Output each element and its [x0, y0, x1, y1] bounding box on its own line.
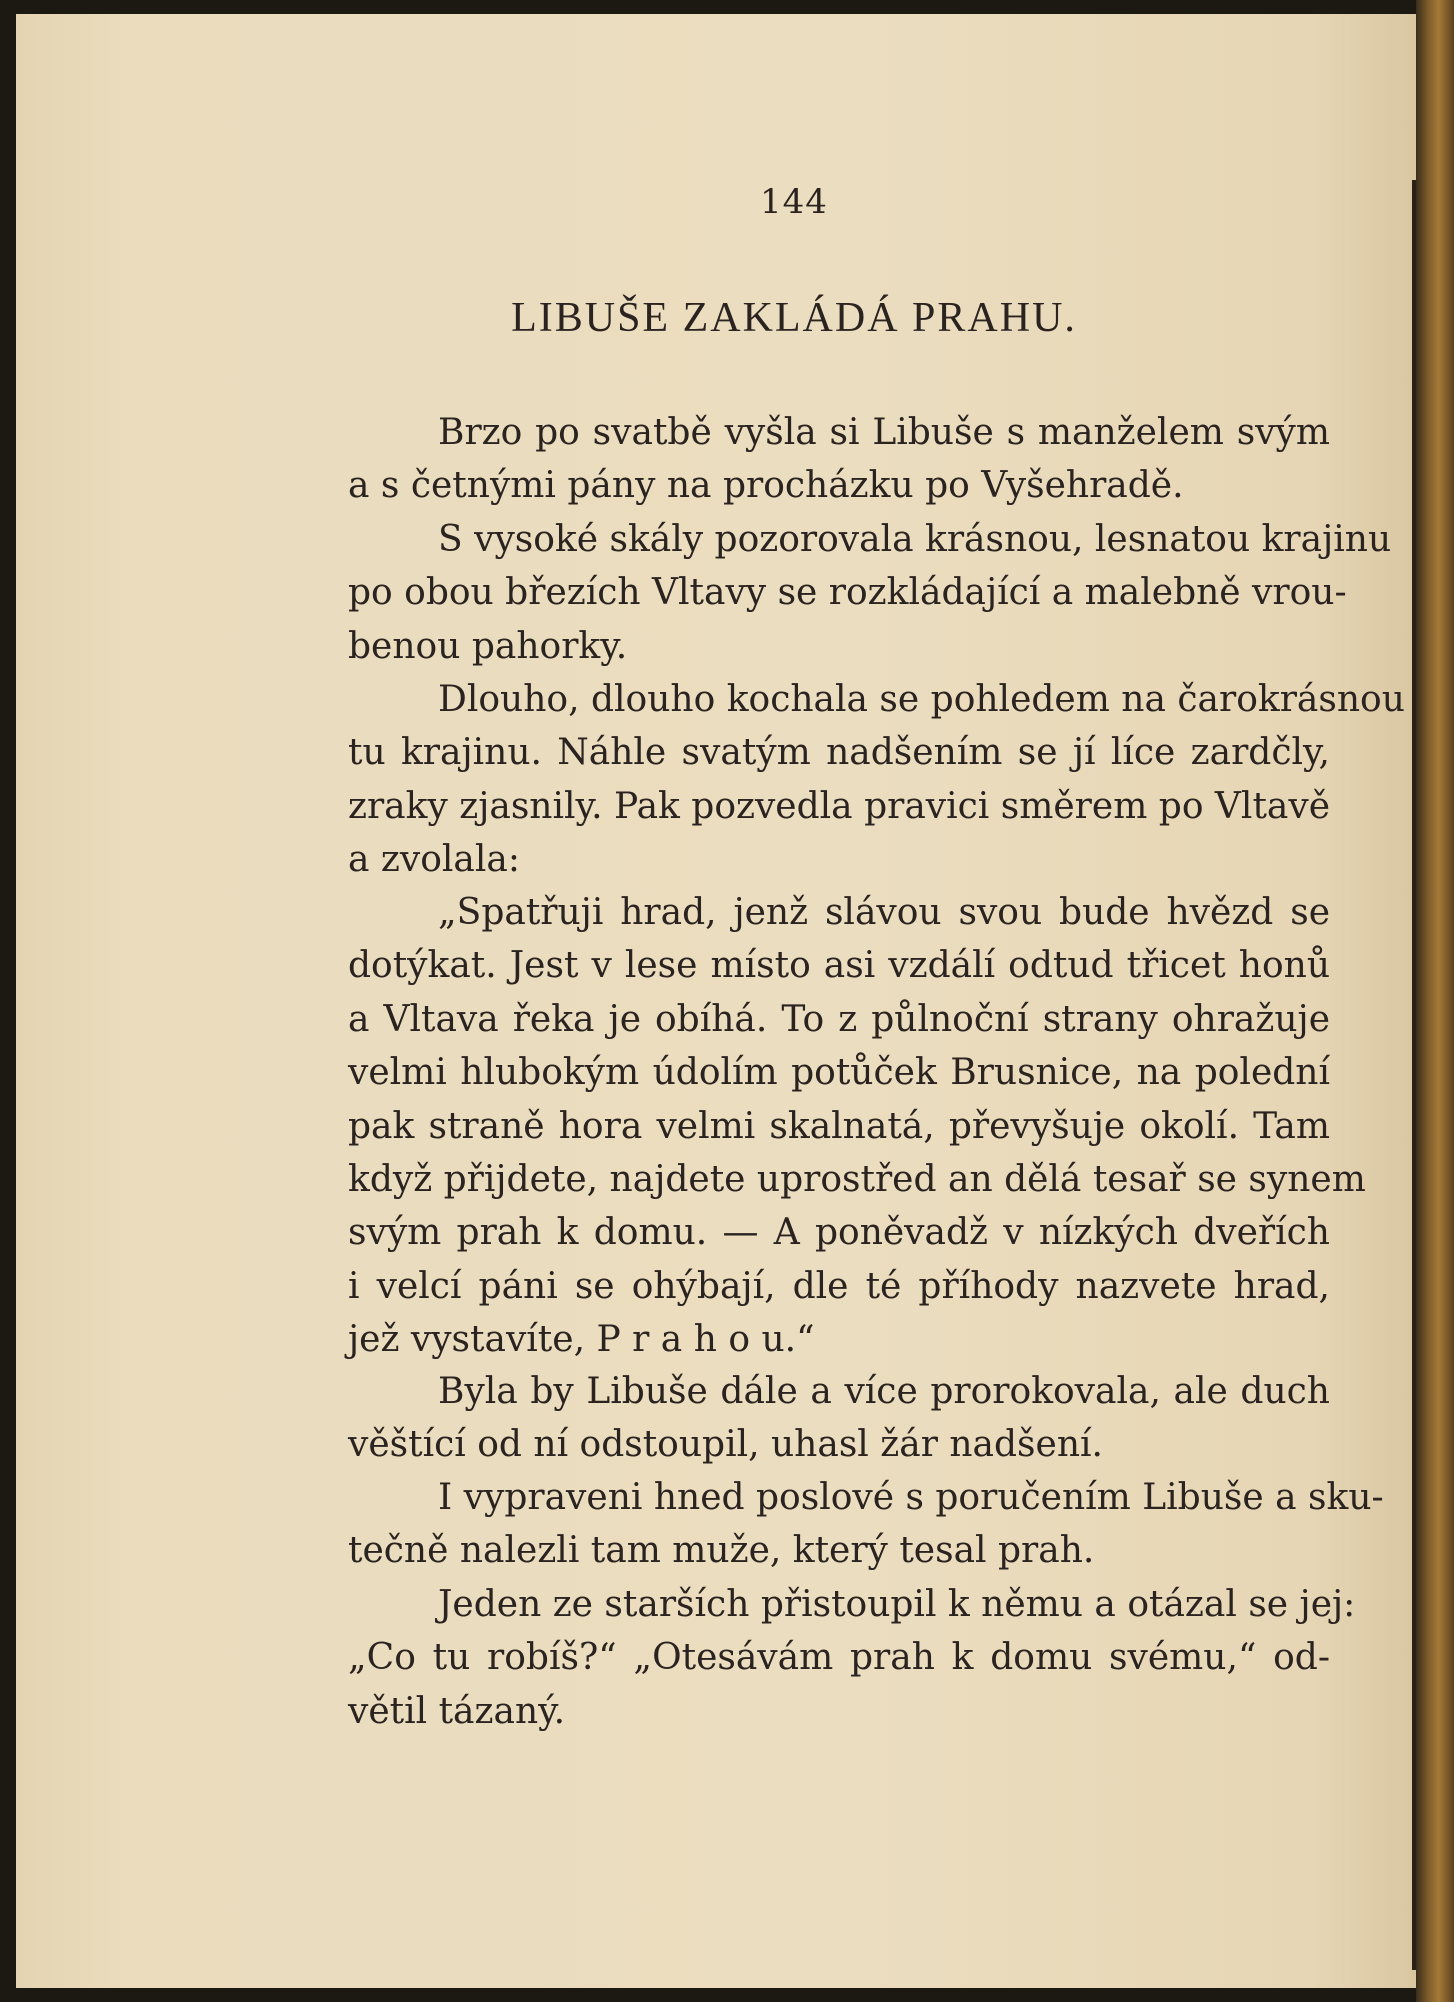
text-line: tečně nalezli tam muže, který tesal prah.	[348, 1530, 1095, 1572]
text-line: jež vystavíte, P r a h o u.“	[348, 1319, 815, 1361]
paragraph-5	[258, 1365, 1330, 1472]
text-line: velmi hlubokým údolím potůček Brusnice, na polední	[348, 1052, 1330, 1094]
text-line: Byla by Libuše dále a více prorokovala, ale duch	[438, 1371, 1330, 1412]
paragraph-7	[258, 1578, 1356, 1738]
text-line: po obou březích Vltavy se rozkládající a malebně vrou-	[348, 572, 1347, 614]
text-line: a zvolala:	[348, 839, 520, 881]
paragraph-6	[258, 1471, 1384, 1578]
text-line: pak straně hora velmi skalnatá, převyšuje okolí. Tam	[348, 1105, 1330, 1147]
text-line: benou pahorky.	[348, 625, 628, 667]
text-line: I vypraveni hned poslové s poručením Libuše a sku-	[438, 1477, 1384, 1518]
paragraph-3	[258, 673, 1405, 887]
text-line: když přijdete, najdete uprostřed an dělá tesař se synem	[348, 1158, 1366, 1200]
text-line: „Spatřuji hrad, jenž slávou svou bude hvězd se	[438, 892, 1330, 933]
text-line: a Vltava řeka je obíhá. To z půlnoční strany ohražuje	[348, 998, 1330, 1040]
text-line: Jeden ze starších přistoupil k němu a otázal se jej:	[438, 1584, 1356, 1625]
text-line: „Co tu robíš?“ „Otesávám prah k domu svému,“ od-	[348, 1637, 1330, 1679]
text-line: a s četnými pány na procházku po Vyšehradě.	[348, 465, 1184, 507]
chapter-title: LIBUŠE ZAKLÁDÁ PRAHU.	[511, 295, 1077, 341]
page-number: 144	[760, 182, 828, 222]
text-line: Brzo po svatbě vyšla si Libuše s manželem svým	[438, 412, 1330, 453]
text-line: i velcí páni se ohýbají, dle té příhody nazvete hrad,	[348, 1265, 1330, 1307]
text-line: zraky zjasnily. Pak pozvedla pravici směrem po Vltavě	[348, 785, 1331, 827]
text-line: tu krajinu. Náhle svatým nadšením se jí líce zardčly,	[348, 732, 1330, 774]
paragraph-1	[258, 406, 1330, 513]
text-line: dotýkat. Jest v lese místo asi vzdálí odtud třicet honů	[348, 945, 1330, 987]
paper-sheet	[16, 14, 1422, 1988]
text-line: větil tázaný.	[348, 1690, 566, 1732]
book-binding-edge	[1416, 0, 1454, 2002]
paragraph-4	[258, 886, 1366, 1367]
text-line: svým prah k domu. — A poněvadž v nízkých dveřích	[348, 1212, 1330, 1254]
text-line: věštící od ní odstoupil, uhasl žár nadšení.	[348, 1424, 1103, 1466]
text-line: S vysoké skály pozorovala krásnou, lesnatou krajinu	[438, 519, 1392, 560]
paragraph-2	[258, 513, 1392, 673]
text-line: Dlouho, dlouho kochala se pohledem na čarokrásnou	[438, 679, 1405, 720]
